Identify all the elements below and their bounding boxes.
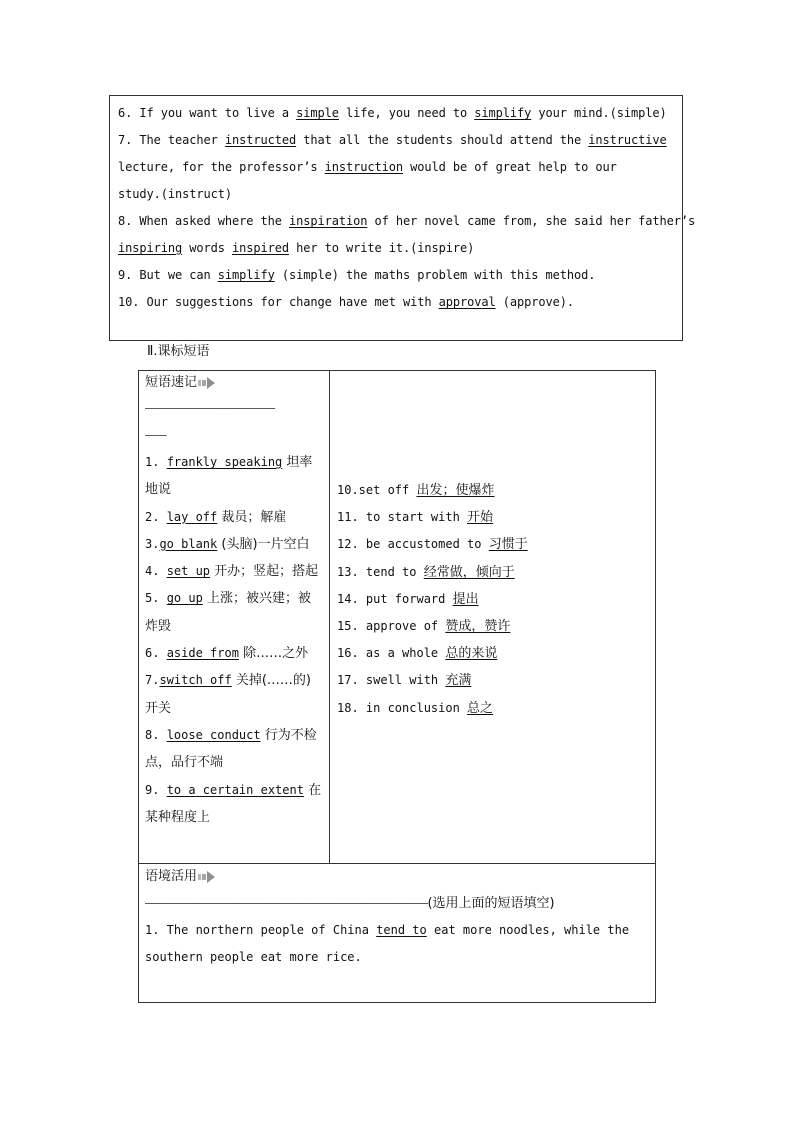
sentence-10 (118, 289, 674, 316)
text: that all the students should attend the (296, 133, 589, 147)
text: her to write it.(inspire) (289, 241, 475, 255)
answer: 总之 (467, 700, 494, 716)
answer: approval (438, 295, 496, 309)
meaning: 坦率地说 (145, 455, 313, 498)
phrase-item-6 (145, 640, 323, 667)
text: lecture, for the professor’s (118, 160, 325, 174)
text: (approve). (495, 295, 574, 309)
phrase-item-12 (337, 531, 648, 558)
answer: inspired (232, 241, 289, 255)
answer: 总的来说 (445, 646, 498, 662)
phrase-item-13 (337, 559, 648, 586)
text: your mind.(simple) (531, 106, 667, 120)
phrase-item-17 (337, 667, 648, 694)
phrase: go up (166, 591, 203, 606)
answer: 经常做，倾向于 (423, 564, 515, 580)
answer: tend to (376, 923, 427, 937)
text: life, you need to (338, 106, 475, 120)
answer: 赞成，赞许 (445, 619, 511, 635)
phrase-table (138, 370, 656, 1003)
phrase: aside from (166, 646, 239, 661)
answer-line: —————————————————————————————————————————— (145, 896, 428, 910)
phrase-item-10 (337, 477, 648, 504)
meaning: (头脑)一片空白 (217, 536, 310, 552)
phrase-item-18 (337, 695, 648, 722)
phrase-item-3 (145, 531, 323, 558)
phrase: 16. as a whole (337, 646, 446, 661)
text: 10. Our suggestions for change have met with (118, 295, 439, 309)
sentence-7-tail (118, 181, 674, 208)
instruction-text: (选用上面的短语填空) (427, 896, 555, 911)
phrase-item-4 (145, 558, 323, 585)
meaning: 行为不检点，品行不端 (145, 727, 317, 771)
phrase-item-8 (145, 722, 323, 777)
text: 7. The teacher (118, 133, 225, 147)
text: would be of great help to our (403, 160, 617, 174)
answer: instructed (224, 133, 297, 147)
num: 1. (145, 455, 167, 469)
answer: 充满 (445, 673, 472, 689)
sentence-8 (118, 208, 696, 235)
phrase: 10.set off (337, 483, 417, 497)
sentence-7-cont (118, 154, 674, 181)
phrase: 14. put forward (337, 591, 453, 606)
phrase-list-right (330, 371, 655, 863)
meaning: 关掉(……的)开关 (145, 673, 311, 716)
exercise-box (109, 95, 696, 341)
meaning: 裁员；解雇 (217, 509, 287, 525)
answer-line: ——— (145, 428, 167, 442)
phrase: frankly speaking (166, 455, 283, 469)
answer: 提出 (452, 591, 479, 607)
phrase: go blank (159, 536, 218, 551)
context-use-section (139, 863, 655, 1002)
answer: instructive (588, 133, 667, 147)
section-heading: Ⅱ.课标短语 (147, 344, 210, 359)
phrase-item-2 (145, 504, 323, 531)
phrase-item-11 (337, 504, 648, 531)
phrase: to a certain extent (166, 782, 304, 797)
title-text: 语境活用 (145, 869, 198, 884)
phrase: 11. to start with (337, 510, 468, 525)
answer-line: —————————————————— (145, 401, 276, 415)
phrase-item-7 (145, 667, 323, 722)
meaning: 上涨；被兴建；被炸毁 (145, 591, 311, 634)
num: 7. (145, 673, 160, 688)
phrase-item-5 (145, 585, 323, 640)
phrase: 13. tend to (337, 564, 424, 579)
text: study.(instruct) (118, 187, 232, 201)
num: 6. (145, 646, 167, 661)
meaning: 除……之外 (238, 646, 309, 662)
num: 9. (145, 782, 167, 797)
phrase: 17. swell with (337, 673, 446, 688)
phrase-item-9 (145, 777, 323, 832)
num: 2. (145, 509, 167, 524)
quick-memo-title (145, 371, 323, 395)
phrase-item-16 (337, 640, 648, 667)
meaning: 在某种程度上 (145, 782, 322, 825)
num: 8. (145, 727, 167, 742)
arrow-right-icon (198, 376, 216, 390)
num: 5. (145, 591, 167, 606)
phrase: switch off (159, 673, 232, 688)
num: 4. (145, 564, 167, 579)
phrase-item-1 (145, 449, 323, 504)
answer: 出发；使爆炸 (416, 483, 495, 498)
phrase: 12. be accustomed to (337, 537, 489, 552)
phrase: set up (166, 564, 211, 579)
phrase-item-15 (337, 613, 648, 640)
title-text: 短语速记 (145, 375, 198, 390)
phrase-list-left (139, 371, 330, 863)
phrase-item-14 (337, 586, 648, 613)
phrase: 15. approve of (337, 619, 446, 634)
sentence-6 (118, 100, 674, 127)
answer: instruction (324, 160, 403, 174)
answer: simplify (474, 106, 532, 120)
num: 3. (145, 536, 160, 551)
context-exercise-1 (145, 917, 649, 971)
phrase: loose conduct (166, 727, 261, 742)
answer: inspiration (289, 214, 368, 228)
phrase: lay off (166, 509, 218, 524)
answer: inspiring (118, 241, 183, 255)
answer: simple (296, 106, 339, 120)
text: 9. But we can (118, 268, 218, 282)
text: eat more noodles, while the southern people eat more rice. (145, 923, 630, 964)
sentence-9 (118, 262, 674, 289)
sentence-7 (118, 127, 674, 154)
context-use-title (145, 864, 649, 890)
text: 6. If you want to live a (118, 106, 297, 120)
text: words (182, 241, 232, 255)
phrase: 18. in conclusion (337, 700, 468, 715)
answer: 开始 (467, 510, 494, 526)
sentence-8-cont (118, 235, 674, 262)
arrow-right-icon (198, 870, 216, 884)
meaning: 开办；竖起；搭起 (210, 564, 319, 580)
answer: 习惯于 (488, 537, 528, 553)
text: of her novel came from, she said her father’s (367, 214, 696, 228)
context-instruction (145, 890, 649, 917)
text: 1. The northern people of China (145, 923, 377, 937)
text: (simple) the maths problem with this method. (274, 268, 596, 282)
text: 8. When asked where the (118, 214, 289, 228)
answer: simplify (217, 268, 275, 282)
